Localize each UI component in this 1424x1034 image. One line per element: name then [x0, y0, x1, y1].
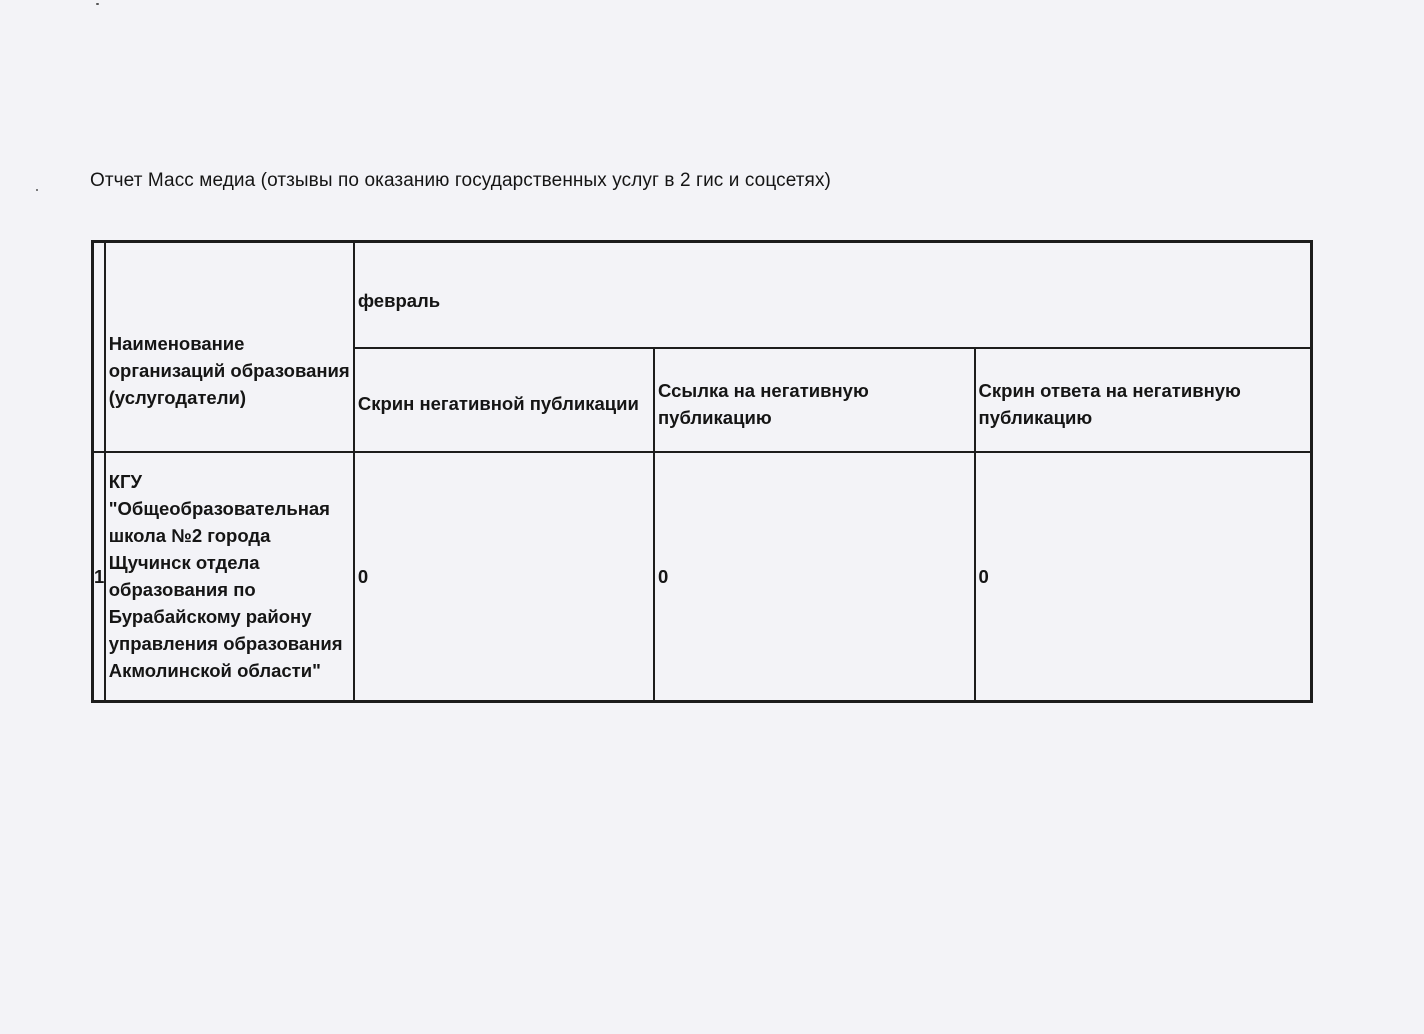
subheader-link-negative: Ссылка на негативную публикацию — [654, 348, 975, 452]
report-table — [91, 240, 1313, 703]
header-row-month — [93, 242, 1312, 348]
value-link-negative: 0 — [654, 452, 975, 702]
row-number: 1 — [93, 452, 105, 702]
scan-artifact — [96, 3, 99, 5]
subheader-screen-negative: Скрин негативной публикации — [354, 348, 654, 452]
month-header: февраль — [354, 242, 1312, 348]
document-title: Отчет Масс медиа (отзывы по оказанию государственных услуг в 2 гис и соцсетях) — [90, 170, 831, 191]
value-screen-negative: 0 — [354, 452, 654, 702]
number-header-cell — [93, 242, 105, 452]
name-column-header: Наименование организаций образования (услугодатели) — [105, 242, 354, 452]
subheader-screen-response: Скрин ответа на негативную публикацию — [975, 348, 1312, 452]
organization-name: КГУ "Общеобразовательная школа №2 города Щучинск отдела образования по Бурабайскому району управления образования Акмолинской области" — [105, 452, 354, 702]
table-row — [93, 452, 1312, 702]
scan-artifact — [36, 189, 38, 191]
value-screen-response: 0 — [975, 452, 1312, 702]
